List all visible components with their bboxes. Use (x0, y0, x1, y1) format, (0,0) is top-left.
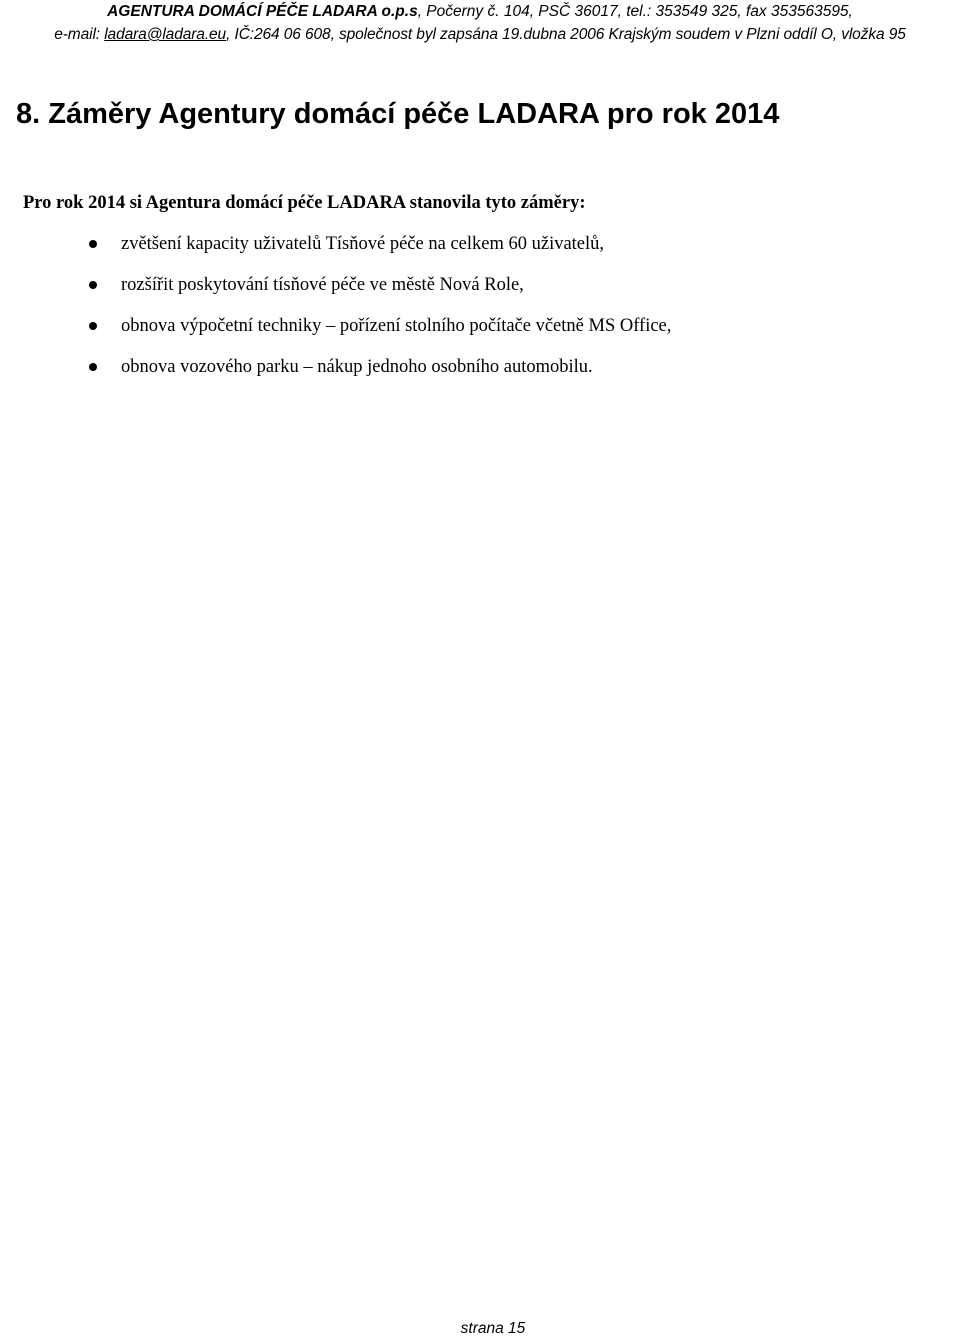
bullet-dot-icon (89, 281, 97, 289)
bullet-dot-icon (89, 322, 97, 330)
list-item-text: rozšířit poskytování tísňové péče ve městě Nová Role, (121, 275, 524, 295)
header-registration: , IČ:264 06 608, společnost byl zapsána 19.dubna 2006 Krajským soudem v Plzni oddíl O, vložka 95 (226, 26, 906, 43)
bullet-dot-icon (89, 240, 97, 248)
page-header (0, 0, 960, 46)
bullet-dot-icon (89, 363, 97, 371)
list-item-text: obnova vozového parku – nákup jednoho osobního automobilu. (121, 357, 593, 377)
list-item-text: obnova výpočetní techniky – pořízení stolního počítače včetně MS Office, (121, 316, 672, 336)
list-item-text: zvětšení kapacity uživatelů Tísňové péče na celkem 60 uživatelů, (121, 234, 605, 254)
header-address-line (0, 0, 960, 23)
page-number: strana 15 (460, 1320, 526, 1337)
header-email-label: e-mail: (54, 26, 105, 43)
header-address: , Počerny č. 104, PSČ 36017, tel.: 353549 325, fax 353563595, (417, 3, 853, 20)
header-registration-line (0, 23, 960, 46)
section-heading: 8. Záměry Agentury domácí péče LADARA pro rok 2014 (16, 98, 780, 130)
header-email-link[interactable]: ladara@ladara.eu (104, 26, 227, 43)
header-company-name: AGENTURA DOMÁCÍ PÉČE LADARA o.p.s (107, 3, 418, 20)
section-intro: Pro rok 2014 si Agentura domácí péče LADARA stanovila tyto záměry: (23, 193, 586, 213)
